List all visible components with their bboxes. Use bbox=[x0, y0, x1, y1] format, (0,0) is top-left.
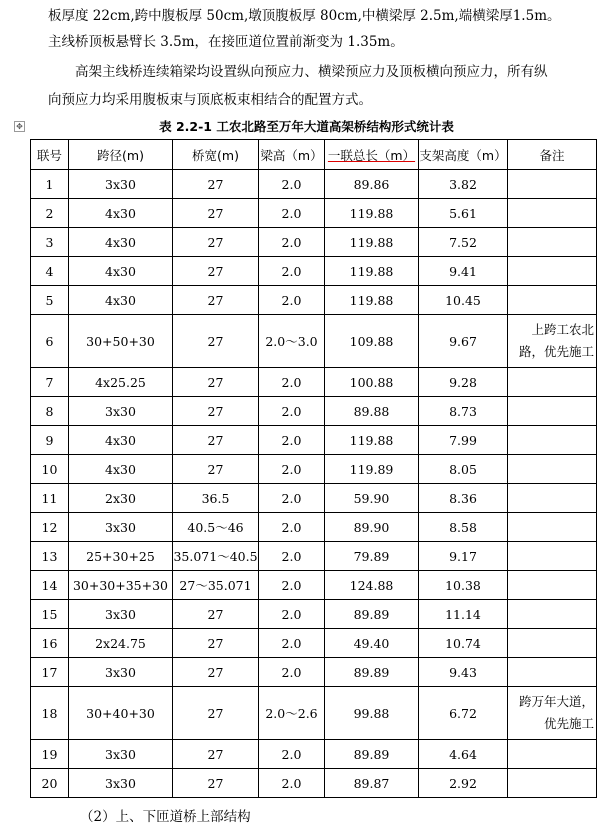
cell-width: 27 bbox=[173, 600, 259, 629]
cell-width: 27～35.071 bbox=[173, 571, 259, 600]
cell-width: 27 bbox=[173, 658, 259, 687]
cell-unit-no: 19 bbox=[31, 740, 69, 769]
paragraph-line-4: 向预应力均采用腹板束与顶底板束相结合的配置方式。 bbox=[48, 92, 372, 108]
cell-unit-no: 17 bbox=[31, 658, 69, 687]
cell-unit-no: 9 bbox=[31, 426, 69, 455]
cell-width: 27 bbox=[173, 170, 259, 199]
cell-unit-no: 5 bbox=[31, 286, 69, 315]
cell-span: 30+30+35+30 bbox=[69, 571, 173, 600]
cell-remarks bbox=[508, 257, 597, 286]
cell-support-height: 11.14 bbox=[419, 600, 508, 629]
cell-span: 4x30 bbox=[69, 286, 173, 315]
table-row bbox=[31, 397, 597, 426]
cell-total-length: 124.88 bbox=[325, 571, 419, 600]
cell-span: 2x30 bbox=[69, 484, 173, 513]
cell-unit-no: 16 bbox=[31, 629, 69, 658]
cell-width: 27 bbox=[173, 769, 259, 798]
cell-remarks bbox=[508, 397, 597, 426]
cell-support-height: 8.36 bbox=[419, 484, 508, 513]
cell-total-length: 89.86 bbox=[325, 170, 419, 199]
cell-remarks: 跨万年大道，优先施工 bbox=[508, 687, 597, 740]
cell-span: 3x30 bbox=[69, 740, 173, 769]
cell-width: 27 bbox=[173, 740, 259, 769]
cell-total-length: 119.88 bbox=[325, 426, 419, 455]
col-header-unit-no: 联号 bbox=[31, 140, 69, 170]
cell-unit-no: 1 bbox=[31, 170, 69, 199]
cell-total-length: 119.88 bbox=[325, 228, 419, 257]
cell-remarks bbox=[508, 170, 597, 199]
cell-span: 3x30 bbox=[69, 170, 173, 199]
cell-unit-no: 3 bbox=[31, 228, 69, 257]
cell-unit-no: 15 bbox=[31, 600, 69, 629]
cell-beam-height: 2.0 bbox=[259, 542, 325, 571]
col-header-total-length: 一联总长（m） bbox=[325, 140, 419, 170]
cell-beam-height: 2.0 bbox=[259, 513, 325, 542]
cell-total-length: 119.88 bbox=[325, 199, 419, 228]
cell-support-height: 5.61 bbox=[419, 199, 508, 228]
cell-remarks bbox=[508, 600, 597, 629]
cell-remarks bbox=[508, 571, 597, 600]
table-row bbox=[31, 629, 597, 658]
cell-span: 2x24.75 bbox=[69, 629, 173, 658]
cell-remarks bbox=[508, 455, 597, 484]
table-row bbox=[31, 542, 597, 571]
cell-beam-height: 2.0 bbox=[259, 484, 325, 513]
cell-total-length: 119.88 bbox=[325, 257, 419, 286]
cell-total-length: 89.88 bbox=[325, 397, 419, 426]
cell-beam-height: 2.0 bbox=[259, 257, 325, 286]
cell-unit-no: 12 bbox=[31, 513, 69, 542]
cell-remarks bbox=[508, 484, 597, 513]
cell-unit-no: 13 bbox=[31, 542, 69, 571]
move-anchor-icon[interactable]: ✥ bbox=[14, 121, 25, 132]
cell-span: 4x30 bbox=[69, 199, 173, 228]
paragraph-line-2: 主线桥顶板悬臂长 3.5m，在接匝道位置前渐变为 1.35m。 bbox=[48, 34, 404, 50]
col-header-beam-height: 梁高（m） bbox=[259, 140, 325, 170]
cell-width: 35.071～40.5 bbox=[173, 542, 259, 571]
cell-support-height: 9.28 bbox=[419, 368, 508, 397]
table-row bbox=[31, 426, 597, 455]
cell-unit-no: 8 bbox=[31, 397, 69, 426]
cell-remarks bbox=[508, 629, 597, 658]
cell-width: 27 bbox=[173, 199, 259, 228]
cell-width: 27 bbox=[173, 315, 259, 368]
cell-support-height: 7.99 bbox=[419, 426, 508, 455]
table-caption: 表 2.2-1 工农北路至万年大道高架桥结构形式统计表 bbox=[159, 119, 454, 134]
col-header-support-height: 支架高度（m） bbox=[419, 140, 508, 170]
cell-support-height: 10.38 bbox=[419, 571, 508, 600]
cell-support-height: 9.43 bbox=[419, 658, 508, 687]
table-body bbox=[31, 170, 597, 798]
col-header-width: 桥宽(m) bbox=[173, 140, 259, 170]
cell-unit-no: 18 bbox=[31, 687, 69, 740]
cell-beam-height: 2.0 bbox=[259, 286, 325, 315]
cell-remarks bbox=[508, 368, 597, 397]
cell-span: 4x30 bbox=[69, 228, 173, 257]
cell-support-height: 9.67 bbox=[419, 315, 508, 368]
table-row bbox=[31, 368, 597, 397]
cell-beam-height: 2.0 bbox=[259, 368, 325, 397]
cell-beam-height: 2.0～3.0 bbox=[259, 315, 325, 368]
cell-span: 30+50+30 bbox=[69, 315, 173, 368]
cell-unit-no: 2 bbox=[31, 199, 69, 228]
cell-span: 4x25.25 bbox=[69, 368, 173, 397]
col-header-remarks: 备注 bbox=[508, 140, 597, 170]
cell-support-height: 9.17 bbox=[419, 542, 508, 571]
cell-unit-no: 11 bbox=[31, 484, 69, 513]
table-row bbox=[31, 769, 597, 798]
cell-total-length: 119.88 bbox=[325, 286, 419, 315]
cell-total-length: 109.88 bbox=[325, 315, 419, 368]
cell-beam-height: 2.0 bbox=[259, 455, 325, 484]
cell-support-height: 3.82 bbox=[419, 170, 508, 199]
cell-width: 27 bbox=[173, 426, 259, 455]
cell-remarks bbox=[508, 286, 597, 315]
cell-span: 3x30 bbox=[69, 513, 173, 542]
cell-width: 27 bbox=[173, 228, 259, 257]
cell-total-length: 59.90 bbox=[325, 484, 419, 513]
cell-remarks bbox=[508, 228, 597, 257]
cell-support-height: 2.92 bbox=[419, 769, 508, 798]
cell-unit-no: 4 bbox=[31, 257, 69, 286]
cell-remarks bbox=[508, 740, 597, 769]
cell-beam-height: 2.0 bbox=[259, 600, 325, 629]
cell-beam-height: 2.0 bbox=[259, 397, 325, 426]
cell-unit-no: 7 bbox=[31, 368, 69, 397]
cell-remarks bbox=[508, 658, 597, 687]
cell-support-height: 10.74 bbox=[419, 629, 508, 658]
table-row bbox=[31, 600, 597, 629]
table-row bbox=[31, 257, 597, 286]
cell-beam-height: 2.0 bbox=[259, 170, 325, 199]
cell-span: 3x30 bbox=[69, 600, 173, 629]
cell-total-length: 89.89 bbox=[325, 740, 419, 769]
table-row bbox=[31, 199, 597, 228]
cell-total-length: 89.87 bbox=[325, 769, 419, 798]
cell-total-length: 89.89 bbox=[325, 600, 419, 629]
cell-support-height: 7.52 bbox=[419, 228, 508, 257]
cell-width: 27 bbox=[173, 286, 259, 315]
cell-support-height: 9.41 bbox=[419, 257, 508, 286]
cell-unit-no: 14 bbox=[31, 571, 69, 600]
cell-width: 27 bbox=[173, 629, 259, 658]
cell-width: 27 bbox=[173, 257, 259, 286]
cell-total-length: 89.89 bbox=[325, 658, 419, 687]
table-row bbox=[31, 484, 597, 513]
cell-remarks bbox=[508, 513, 597, 542]
cell-support-height: 8.73 bbox=[419, 397, 508, 426]
table-row bbox=[31, 455, 597, 484]
cell-total-length: 89.90 bbox=[325, 513, 419, 542]
cell-support-height: 4.64 bbox=[419, 740, 508, 769]
section-heading: （2）上、下匝道桥上部结构 bbox=[80, 809, 251, 825]
cell-span: 3x30 bbox=[69, 397, 173, 426]
cell-span: 3x30 bbox=[69, 769, 173, 798]
cell-beam-height: 2.0 bbox=[259, 426, 325, 455]
cell-span: 4x30 bbox=[69, 426, 173, 455]
table-row bbox=[31, 286, 597, 315]
table-row bbox=[31, 740, 597, 769]
paragraph-line-3: 高架主线桥连续箱梁均设置纵向预应力、横梁预应力及顶板横向预应力，所有纵 bbox=[75, 64, 548, 80]
bridge-structure-table bbox=[30, 139, 597, 798]
cell-remarks bbox=[508, 199, 597, 228]
cell-total-length: 79.89 bbox=[325, 542, 419, 571]
table-row bbox=[31, 315, 597, 368]
cell-width: 27 bbox=[173, 687, 259, 740]
table-row bbox=[31, 687, 597, 740]
cell-support-height: 8.58 bbox=[419, 513, 508, 542]
cell-remarks bbox=[508, 542, 597, 571]
cell-span: 30+40+30 bbox=[69, 687, 173, 740]
cell-support-height: 6.72 bbox=[419, 687, 508, 740]
cell-span: 3x30 bbox=[69, 658, 173, 687]
cell-total-length: 100.88 bbox=[325, 368, 419, 397]
cell-beam-height: 2.0～2.6 bbox=[259, 687, 325, 740]
cell-total-length: 49.40 bbox=[325, 629, 419, 658]
cell-beam-height: 2.0 bbox=[259, 199, 325, 228]
cell-width: 27 bbox=[173, 397, 259, 426]
table-row bbox=[31, 658, 597, 687]
cell-support-height: 10.45 bbox=[419, 286, 508, 315]
cell-beam-height: 2.0 bbox=[259, 658, 325, 687]
table-row bbox=[31, 513, 597, 542]
table-row bbox=[31, 571, 597, 600]
cell-beam-height: 2.0 bbox=[259, 228, 325, 257]
cell-remarks bbox=[508, 769, 597, 798]
cell-width: 27 bbox=[173, 368, 259, 397]
cell-remarks bbox=[508, 426, 597, 455]
cell-total-length: 119.89 bbox=[325, 455, 419, 484]
cell-span: 25+30+25 bbox=[69, 542, 173, 571]
col-header-span: 跨径(m) bbox=[69, 140, 173, 170]
cell-span: 4x30 bbox=[69, 257, 173, 286]
cell-width: 40.5～46 bbox=[173, 513, 259, 542]
cell-remarks: 上跨工农北路，优先施工 bbox=[508, 315, 597, 368]
cell-unit-no: 6 bbox=[31, 315, 69, 368]
cell-beam-height: 2.0 bbox=[259, 629, 325, 658]
table-row bbox=[31, 228, 597, 257]
cell-beam-height: 2.0 bbox=[259, 740, 325, 769]
cell-width: 27 bbox=[173, 455, 259, 484]
cell-span: 4x30 bbox=[69, 455, 173, 484]
cell-width: 36.5 bbox=[173, 484, 259, 513]
table-header-row bbox=[31, 140, 597, 170]
cell-support-height: 8.05 bbox=[419, 455, 508, 484]
cell-beam-height: 2.0 bbox=[259, 769, 325, 798]
paragraph-line-1: 板厚度 22cm,跨中腹板厚 50cm,墩顶腹板厚 80cm,中横梁厚 2.5m,端横梁厚1.5m。 bbox=[48, 8, 561, 24]
cell-unit-no: 10 bbox=[31, 455, 69, 484]
table-row bbox=[31, 170, 597, 199]
cell-total-length: 99.88 bbox=[325, 687, 419, 740]
cell-beam-height: 2.0 bbox=[259, 571, 325, 600]
cell-unit-no: 20 bbox=[31, 769, 69, 798]
